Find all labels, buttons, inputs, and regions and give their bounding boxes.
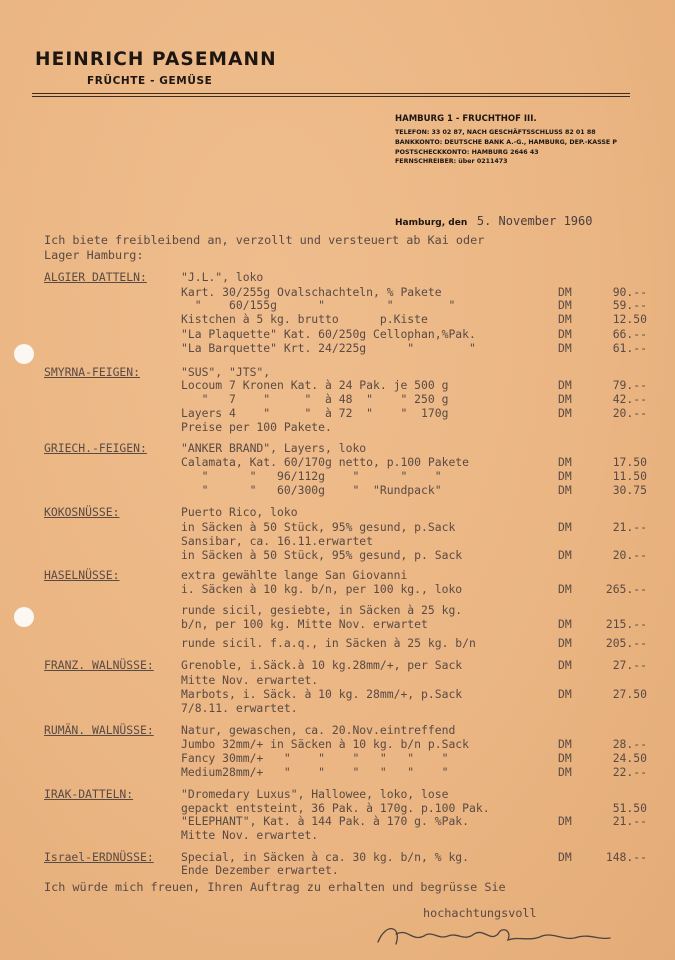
offer-line: Natur, gewaschen, ca. 20.Nov.eintreffend bbox=[181, 723, 456, 737]
offer-line: in Säcken à 50 Stück, 95% gesund, p.Sack bbox=[181, 520, 456, 534]
letter-date: 5. November 1960 bbox=[476, 214, 593, 228]
offer-price: 148.-- bbox=[605, 850, 647, 864]
letterhead-rule bbox=[32, 93, 630, 94]
offer-line: Preise per 100 Pakete. bbox=[181, 420, 332, 434]
category-label: IRAK-DATTELN: bbox=[44, 787, 134, 801]
category-label: FRANZ. WALNÜSSE: bbox=[44, 658, 154, 672]
offer-line: Puerto Rico, loko bbox=[181, 505, 298, 519]
offer-line: 7/8.11. erwartet. bbox=[181, 701, 298, 715]
offer-currency: DM bbox=[558, 298, 572, 312]
offer-currency: DM bbox=[558, 687, 572, 701]
contact-line: TELEFON: 33 02 87, NACH GESCHÄFTSSCHLUSS 82 01 88 bbox=[395, 129, 596, 136]
offer-line: "SUS", "JTS", bbox=[181, 365, 271, 379]
contact-line: BANKKONTO: DEUTSCHE BANK A.-G., HAMBURG, DEP.-KASSE P bbox=[395, 138, 617, 146]
offer-line: Marbots, i. Säck. à 10 kg. 28mm/+, p.Sack bbox=[181, 687, 463, 701]
offer-line: extra gewählte lange San Giovanni bbox=[181, 568, 408, 582]
offer-currency: DM bbox=[558, 582, 572, 596]
offer-line: Fancy 30mm/+ " " " " " " bbox=[181, 751, 449, 765]
offer-price: 215.-- bbox=[605, 617, 647, 631]
date-line bbox=[395, 210, 592, 229]
offer-line: "ELEPHANT", Kat. à 144 Pak. à 170 g. %Pak. bbox=[181, 814, 470, 828]
category-label: HASELNÜSSE: bbox=[44, 568, 120, 582]
offer-line: Jumbo 32mm/+ in Säcken à 10 kg. b/n p.Sack bbox=[181, 737, 470, 751]
offer-currency: DM bbox=[558, 850, 572, 864]
offer-line: Ende Dezember erwartet. bbox=[181, 863, 339, 877]
intro-line: Lager Hamburg: bbox=[44, 247, 144, 262]
offer-line: "La Plaquette" Kat. 60/250g Cellophan,%Pak. bbox=[181, 327, 476, 341]
category-label: KOKOSNÜSSE: bbox=[44, 505, 120, 519]
offer-currency: DM bbox=[558, 285, 572, 299]
offer-currency: DM bbox=[558, 406, 572, 420]
offer-price: 265.-- bbox=[605, 582, 647, 596]
offer-price: 11.50 bbox=[612, 469, 647, 483]
offer-line: Mitte Nov. erwartet. bbox=[181, 673, 319, 687]
category-label: SMYRNA-FEIGEN: bbox=[44, 365, 141, 379]
offer-currency: DM bbox=[558, 636, 572, 650]
offer-line: i. Säcken à 10 kg. b/n, per 100 kg., loko bbox=[181, 582, 463, 596]
offer-price: 42.-- bbox=[612, 392, 647, 406]
offer-currency: DM bbox=[558, 751, 572, 765]
offer-line: runde sicil. f.a.q., in Säcken à 25 kg. b/n bbox=[181, 636, 476, 650]
offer-currency: DM bbox=[558, 341, 572, 355]
offer-line: Medium28mm/+ " " " " " " bbox=[181, 765, 449, 779]
category-label: Israel-ERDNÜSSE: bbox=[44, 850, 154, 864]
category-label: ALGIER DATTELN: bbox=[44, 270, 147, 284]
offer-currency: DM bbox=[558, 312, 572, 326]
offer-line: gepackt entsteint, 36 Pak. à 170g. p.100 Pak. bbox=[181, 801, 490, 815]
offer-currency: DM bbox=[558, 520, 572, 534]
offer-price: 61.-- bbox=[612, 341, 647, 355]
contact-line: POSTSCHECKKONTO: HAMBURG 2646 43 bbox=[395, 148, 539, 156]
offer-price: 27.50 bbox=[612, 687, 647, 701]
company-address: HAMBURG 1 - FRUCHTHOF III. bbox=[395, 114, 537, 124]
company-tagline: FRÜCHTE - GEMÜSE bbox=[87, 75, 213, 87]
intro-text bbox=[44, 233, 484, 262]
closing-greeting: hochachtungsvoll bbox=[423, 906, 537, 920]
punch-hole bbox=[14, 344, 34, 364]
offer-line: Layers 4 " " à 72 " " 170g bbox=[181, 406, 449, 420]
offer-price: 20.-- bbox=[612, 406, 647, 420]
offer-line: in Säcken à 50 Stück, 95% gesund, p. Sack bbox=[181, 548, 463, 562]
category-label: RUMÄN. WALNÜSSE: bbox=[44, 723, 154, 737]
offer-line: Sansibar, ca. 16.11.erwartet bbox=[181, 534, 374, 548]
offer-currency: DM bbox=[558, 392, 572, 406]
date-prefix: Hamburg, den bbox=[395, 218, 468, 228]
offer-price: 59.-- bbox=[612, 298, 647, 312]
offer-currency: DM bbox=[558, 765, 572, 779]
offer-line: " 60/155g " " " bbox=[181, 298, 456, 312]
offer-line: "La Barquette" Krt. 24/225g " " bbox=[181, 341, 476, 355]
offer-price: 27.-- bbox=[612, 658, 647, 672]
offer-price: 66.-- bbox=[612, 327, 647, 341]
offer-price: 17.50 bbox=[612, 455, 647, 469]
offer-currency: DM bbox=[558, 378, 572, 392]
offer-price: 28.-- bbox=[612, 737, 647, 751]
offer-currency: DM bbox=[558, 327, 572, 341]
offer-line: Kart. 30/255g Ovalschachteln, % Pakete bbox=[181, 285, 442, 299]
offer-line: "ANKER BRAND", Layers, loko bbox=[181, 441, 367, 455]
letterhead-rule bbox=[32, 96, 630, 97]
offer-currency: DM bbox=[558, 455, 572, 469]
contact-line: FERNSCHREIBER: über 0211473 bbox=[395, 158, 508, 166]
offer-price: 21.-- bbox=[612, 520, 647, 534]
offer-line: Kistchen à 5 kg. brutto p.Kiste bbox=[181, 312, 428, 326]
handwritten-signature bbox=[372, 912, 617, 952]
offer-line: " " 96/112g " " " bbox=[181, 469, 442, 483]
offer-price: 51.50 bbox=[612, 801, 647, 815]
offer-price: 20.-- bbox=[612, 548, 647, 562]
contact-block bbox=[395, 128, 617, 167]
offer-line: b/n, per 100 kg. Mitte Nov. erwartet bbox=[181, 617, 428, 631]
offer-currency: DM bbox=[558, 737, 572, 751]
intro-line: Ich biete freibleibend an, verzollt und versteuert ab Kai oder bbox=[44, 233, 485, 247]
offer-currency: DM bbox=[558, 658, 572, 672]
offer-currency: DM bbox=[558, 548, 572, 562]
offer-price: 12.50 bbox=[612, 312, 647, 326]
offer-price: 22.-- bbox=[612, 765, 647, 779]
offer-currency: DM bbox=[558, 814, 572, 828]
offer-line: Special, in Säcken à ca. 30 kg. b/n, % kg. bbox=[181, 850, 470, 864]
offer-price: 30.75 bbox=[612, 483, 647, 497]
punch-hole bbox=[14, 607, 34, 627]
offer-line: " " 60/300g " "Rundpack" bbox=[181, 483, 442, 497]
offer-line: Calamata, Kat. 60/170g netto, p.100 Pakete bbox=[181, 455, 470, 469]
offer-line: "J.L.", loko bbox=[181, 270, 264, 284]
offer-currency: DM bbox=[558, 617, 572, 631]
offer-line: "Dromedary Luxus", Hallowee, loko, lose bbox=[181, 787, 449, 801]
offer-line: Locoum 7 Kronen Kat. à 24 Pak. je 500 g bbox=[181, 378, 449, 392]
category-label: GRIECH.-FEIGEN: bbox=[44, 441, 147, 455]
offer-price: 21.-- bbox=[612, 814, 647, 828]
offer-price: 205.-- bbox=[605, 636, 647, 650]
offer-price: 79.-- bbox=[612, 378, 647, 392]
offer-line: runde sicil, gesiebte, in Säcken à 25 kg. bbox=[181, 603, 463, 617]
offer-price: 24.50 bbox=[612, 751, 647, 765]
company-name: HEINRICH PASEMANN bbox=[35, 49, 277, 70]
offer-currency: DM bbox=[558, 483, 572, 497]
offer-line: Grenoble, i.Säck.à 10 kg.28mm/+, per Sack bbox=[181, 658, 463, 672]
offer-line: Mitte Nov. erwartet. bbox=[181, 828, 319, 842]
offer-price: 90.-- bbox=[612, 285, 647, 299]
offer-currency: DM bbox=[558, 469, 572, 483]
closing-sentence: Ich würde mich freuen, Ihren Auftrag zu erhalten und begrüsse Sie bbox=[44, 880, 506, 894]
offer-line: " 7 " " à 48 " " 250 g bbox=[181, 392, 449, 406]
